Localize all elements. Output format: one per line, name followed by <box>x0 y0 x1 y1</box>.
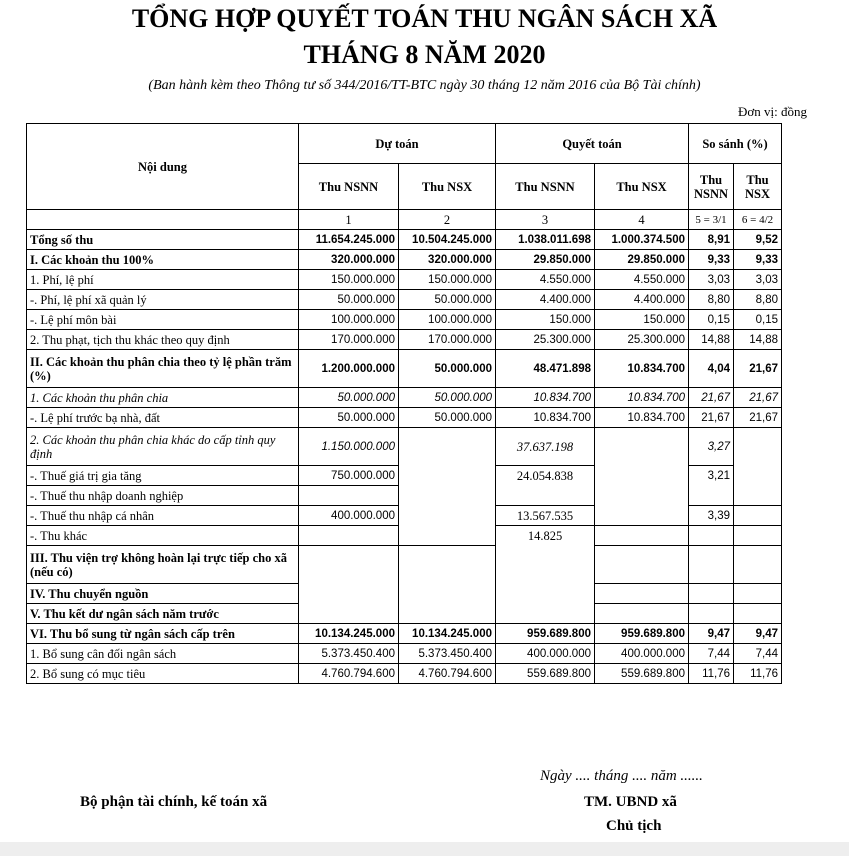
cell-value: 21,67 <box>734 350 782 388</box>
cell-value: 4.550.000 <box>496 270 595 290</box>
table-row <box>27 388 782 408</box>
cell-value: 50.000.000 <box>299 408 399 428</box>
cell-value: 11.654.245.000 <box>299 230 399 250</box>
cell-empty <box>299 604 399 624</box>
header-qt-nsx: Thu NSX <box>595 164 689 210</box>
cell-empty <box>496 584 595 604</box>
row-label: -. Thuế giá trị gia tăng <box>27 466 299 486</box>
cell-value: 4.550.000 <box>595 270 689 290</box>
cell-empty <box>734 428 782 506</box>
cell-value: 10.834.700 <box>595 388 689 408</box>
cell-value: 9,33 <box>689 250 734 270</box>
cell-empty <box>689 584 734 604</box>
table-row <box>27 584 782 604</box>
cell-value: 4.760.794.600 <box>299 664 399 684</box>
signature-date: Ngày .... tháng .... năm ...... <box>540 768 703 784</box>
table-row <box>27 310 782 330</box>
table-row <box>27 604 782 624</box>
cell-value: 11,76 <box>734 664 782 684</box>
cell-value: 750.000.000 <box>299 466 399 486</box>
cell-value: 7,44 <box>734 644 782 664</box>
row-label: VI. Thu bổ sung từ ngân sách cấp trên <box>27 624 299 644</box>
cell-value: 150.000 <box>595 310 689 330</box>
cell-empty <box>689 604 734 624</box>
row-label: 2. Thu phạt, tịch thu khác theo quy định <box>27 330 299 350</box>
cell-value: 10.834.700 <box>595 408 689 428</box>
cell-value: 320.000.000 <box>399 250 496 270</box>
cell-empty <box>734 546 782 584</box>
cell-value: 559.689.800 <box>595 664 689 684</box>
cell-value: 14,88 <box>689 330 734 350</box>
report-subtitle: (Ban hành kèm theo Thông tư số 344/2016/TT-BTC ngày 30 tháng 12 năm 2016 của Bộ Tài chính) <box>148 78 701 93</box>
cell-value: 5.373.450.400 <box>299 644 399 664</box>
cell-empty <box>734 604 782 624</box>
cell-value: 8,80 <box>734 290 782 310</box>
row-label: II. Các khoản thu phân chia theo tỷ lệ phần trăm (%) <box>27 350 299 388</box>
row-label: -. Thu khác <box>27 526 299 546</box>
cell-value: 21,67 <box>734 388 782 408</box>
cell-value: 1.038.011.698 <box>496 230 595 250</box>
cell-value: 3,03 <box>734 270 782 290</box>
cell-value: 50.000.000 <box>399 290 496 310</box>
row-label: 2. Các khoản thu phân chia khác do cấp tỉnh quy định <box>27 428 299 466</box>
col-number: 6 = 4/2 <box>734 210 782 230</box>
row-label: -. Phí, lệ phí xã quản lý <box>27 290 299 310</box>
cell-value: 50.000.000 <box>399 350 496 388</box>
cell-value: 400.000.000 <box>496 644 595 664</box>
row-label: I. Các khoản thu 100% <box>27 250 299 270</box>
cell-value: 959.689.800 <box>496 624 595 644</box>
cell-value: 5.373.450.400 <box>399 644 496 664</box>
row-label: V. Thu kết dư ngân sách năm trước <box>27 604 299 624</box>
cell-value: 150.000.000 <box>399 270 496 290</box>
cell-empty <box>496 486 595 506</box>
header-ss-nsnn: Thu NSNN <box>689 164 734 210</box>
cell-value: 37.637.198 <box>496 428 595 466</box>
cell-value: 10.834.700 <box>496 388 595 408</box>
cell-empty <box>399 546 496 584</box>
table-row <box>27 644 782 664</box>
cell-value: 11,76 <box>689 664 734 684</box>
row-label: 1. Phí, lệ phí <box>27 270 299 290</box>
cell-value: 8,80 <box>689 290 734 310</box>
row-label: 1. Bổ sung cân đối ngân sách <box>27 644 299 664</box>
cell-empty <box>299 486 399 506</box>
cell-value: 48.471.898 <box>496 350 595 388</box>
cell-value: 959.689.800 <box>595 624 689 644</box>
cell-value: 50.000.000 <box>299 388 399 408</box>
table-row <box>27 290 782 310</box>
report-title: TỔNG HỢP QUYẾT TOÁN THU NGÂN SÁCH XÃ <box>131 4 718 33</box>
signature-org: TM. UBND xã <box>584 794 677 810</box>
cell-value: 21,67 <box>734 408 782 428</box>
cell-value: 4,04 <box>689 350 734 388</box>
bottom-bar <box>0 842 849 856</box>
cell-empty <box>399 428 496 546</box>
table-row <box>27 546 782 584</box>
cell-value: 3,21 <box>689 466 734 486</box>
cell-empty <box>595 604 689 624</box>
cell-value: 100.000.000 <box>399 310 496 330</box>
cell-value: 9,47 <box>734 624 782 644</box>
cell-empty <box>689 546 734 584</box>
cell-value: 9,47 <box>689 624 734 644</box>
cell-value: 1.000.374.500 <box>595 230 689 250</box>
table-row <box>27 428 782 466</box>
table-row <box>27 350 782 388</box>
row-label: Tổng số thu <box>27 230 299 250</box>
cell-value: 10.504.245.000 <box>399 230 496 250</box>
cell-value: 50.000.000 <box>399 408 496 428</box>
table-row <box>27 330 782 350</box>
row-label: 2. Bổ sung có mục tiêu <box>27 664 299 684</box>
cell-value: 3,27 <box>689 428 734 466</box>
table-row <box>27 250 782 270</box>
cell-empty <box>595 526 689 546</box>
cell-empty <box>734 584 782 604</box>
cell-empty <box>399 584 496 604</box>
header-quyet-toan: Quyết toán <box>496 124 689 164</box>
cell-value: 7,44 <box>689 644 734 664</box>
cell-value: 150.000 <box>496 310 595 330</box>
col-number: 4 <box>595 210 689 230</box>
cell-value: 0,15 <box>734 310 782 330</box>
cell-empty <box>299 546 399 584</box>
cell-value: 50.000.000 <box>399 388 496 408</box>
row-label: -. Lệ phí môn bài <box>27 310 299 330</box>
cell-value: 25.300.000 <box>496 330 595 350</box>
cell-value: 170.000.000 <box>399 330 496 350</box>
header-so-sanh: So sánh (%) <box>689 124 782 164</box>
table-row <box>27 230 782 250</box>
cell-empty <box>299 584 399 604</box>
table-row <box>27 408 782 428</box>
signature-left-title: Bộ phận tài chính, kế toán xã <box>80 794 268 810</box>
row-label: III. Thu viện trợ không hoàn lại trực tiếp cho xã (nếu có) <box>27 546 299 584</box>
cell-value: 21,67 <box>689 408 734 428</box>
row-label: -. Lệ phí trước bạ nhà, đất <box>27 408 299 428</box>
cell-value: 100.000.000 <box>299 310 399 330</box>
cell-empty <box>595 546 689 584</box>
cell-value: 8,91 <box>689 230 734 250</box>
cell-empty <box>734 526 782 546</box>
cell-value: 29.850.000 <box>496 250 595 270</box>
cell-value: 25.300.000 <box>595 330 689 350</box>
header-dt-nsnn: Thu NSNN <box>299 164 399 210</box>
report-period: THÁNG 8 NĂM 2020 <box>303 40 546 69</box>
cell-empty <box>595 584 689 604</box>
cell-empty <box>399 604 496 624</box>
header-noi-dung: Nội dung <box>27 124 299 210</box>
cell-empty <box>496 604 595 624</box>
col-number: 5 = 3/1 <box>689 210 734 230</box>
cell-value: 29.850.000 <box>595 250 689 270</box>
budget-table <box>26 123 782 684</box>
cell-value: 14,88 <box>734 330 782 350</box>
table-row <box>27 624 782 644</box>
cell-value: 10.134.245.000 <box>399 624 496 644</box>
cell-value: 4.400.000 <box>496 290 595 310</box>
header-dt-nsx: Thu NSX <box>399 164 496 210</box>
cell-value: 13.567.535 <box>496 506 595 526</box>
cell-value: 4.760.794.600 <box>399 664 496 684</box>
col-number: 3 <box>496 210 595 230</box>
cell-value: 14.825 <box>496 526 595 546</box>
cell-value: 400.000.000 <box>595 644 689 664</box>
cell-value: 1.200.000.000 <box>299 350 399 388</box>
signature-title: Chủ tịch <box>606 818 662 834</box>
cell-value: 9,52 <box>734 230 782 250</box>
cell-empty <box>496 546 595 584</box>
cell-value: 10.834.700 <box>496 408 595 428</box>
cell-value: 559.689.800 <box>496 664 595 684</box>
cell-value: 24.054.838 <box>496 466 595 486</box>
cell-empty <box>595 428 689 526</box>
header-qt-nsnn: Thu NSNN <box>496 164 595 210</box>
table-row <box>27 270 782 290</box>
table-row <box>27 664 782 684</box>
header-du-toan: Dự toán <box>299 124 496 164</box>
currency-unit: Đơn vị: đồng <box>738 104 807 119</box>
cell-value: 10.834.700 <box>595 350 689 388</box>
row-label: IV. Thu chuyển nguồn <box>27 584 299 604</box>
cell-value: 50.000.000 <box>299 290 399 310</box>
cell-value: 3,39 <box>689 506 734 526</box>
col-number: 1 <box>299 210 399 230</box>
cell-empty <box>689 486 734 506</box>
cell-value: 4.400.000 <box>595 290 689 310</box>
col-number: 2 <box>399 210 496 230</box>
col-number-blank <box>27 210 299 230</box>
cell-value: 3,03 <box>689 270 734 290</box>
cell-value: 1.150.000.000 <box>299 428 399 466</box>
row-label: -. Thuế thu nhập cá nhân <box>27 506 299 526</box>
row-label: 1. Các khoản thu phân chia <box>27 388 299 408</box>
cell-empty <box>689 526 734 546</box>
cell-value: 0,15 <box>689 310 734 330</box>
cell-value: 320.000.000 <box>299 250 399 270</box>
cell-value: 400.000.000 <box>299 506 399 526</box>
cell-value: 9,33 <box>734 250 782 270</box>
cell-empty <box>734 506 782 526</box>
header-ss-nsx: Thu NSX <box>734 164 782 210</box>
cell-value: 21,67 <box>689 388 734 408</box>
cell-value: 10.134.245.000 <box>299 624 399 644</box>
row-label: -. Thuế thu nhập doanh nghiệp <box>27 486 299 506</box>
cell-value: 170.000.000 <box>299 330 399 350</box>
cell-value: 150.000.000 <box>299 270 399 290</box>
cell-empty <box>299 526 399 546</box>
